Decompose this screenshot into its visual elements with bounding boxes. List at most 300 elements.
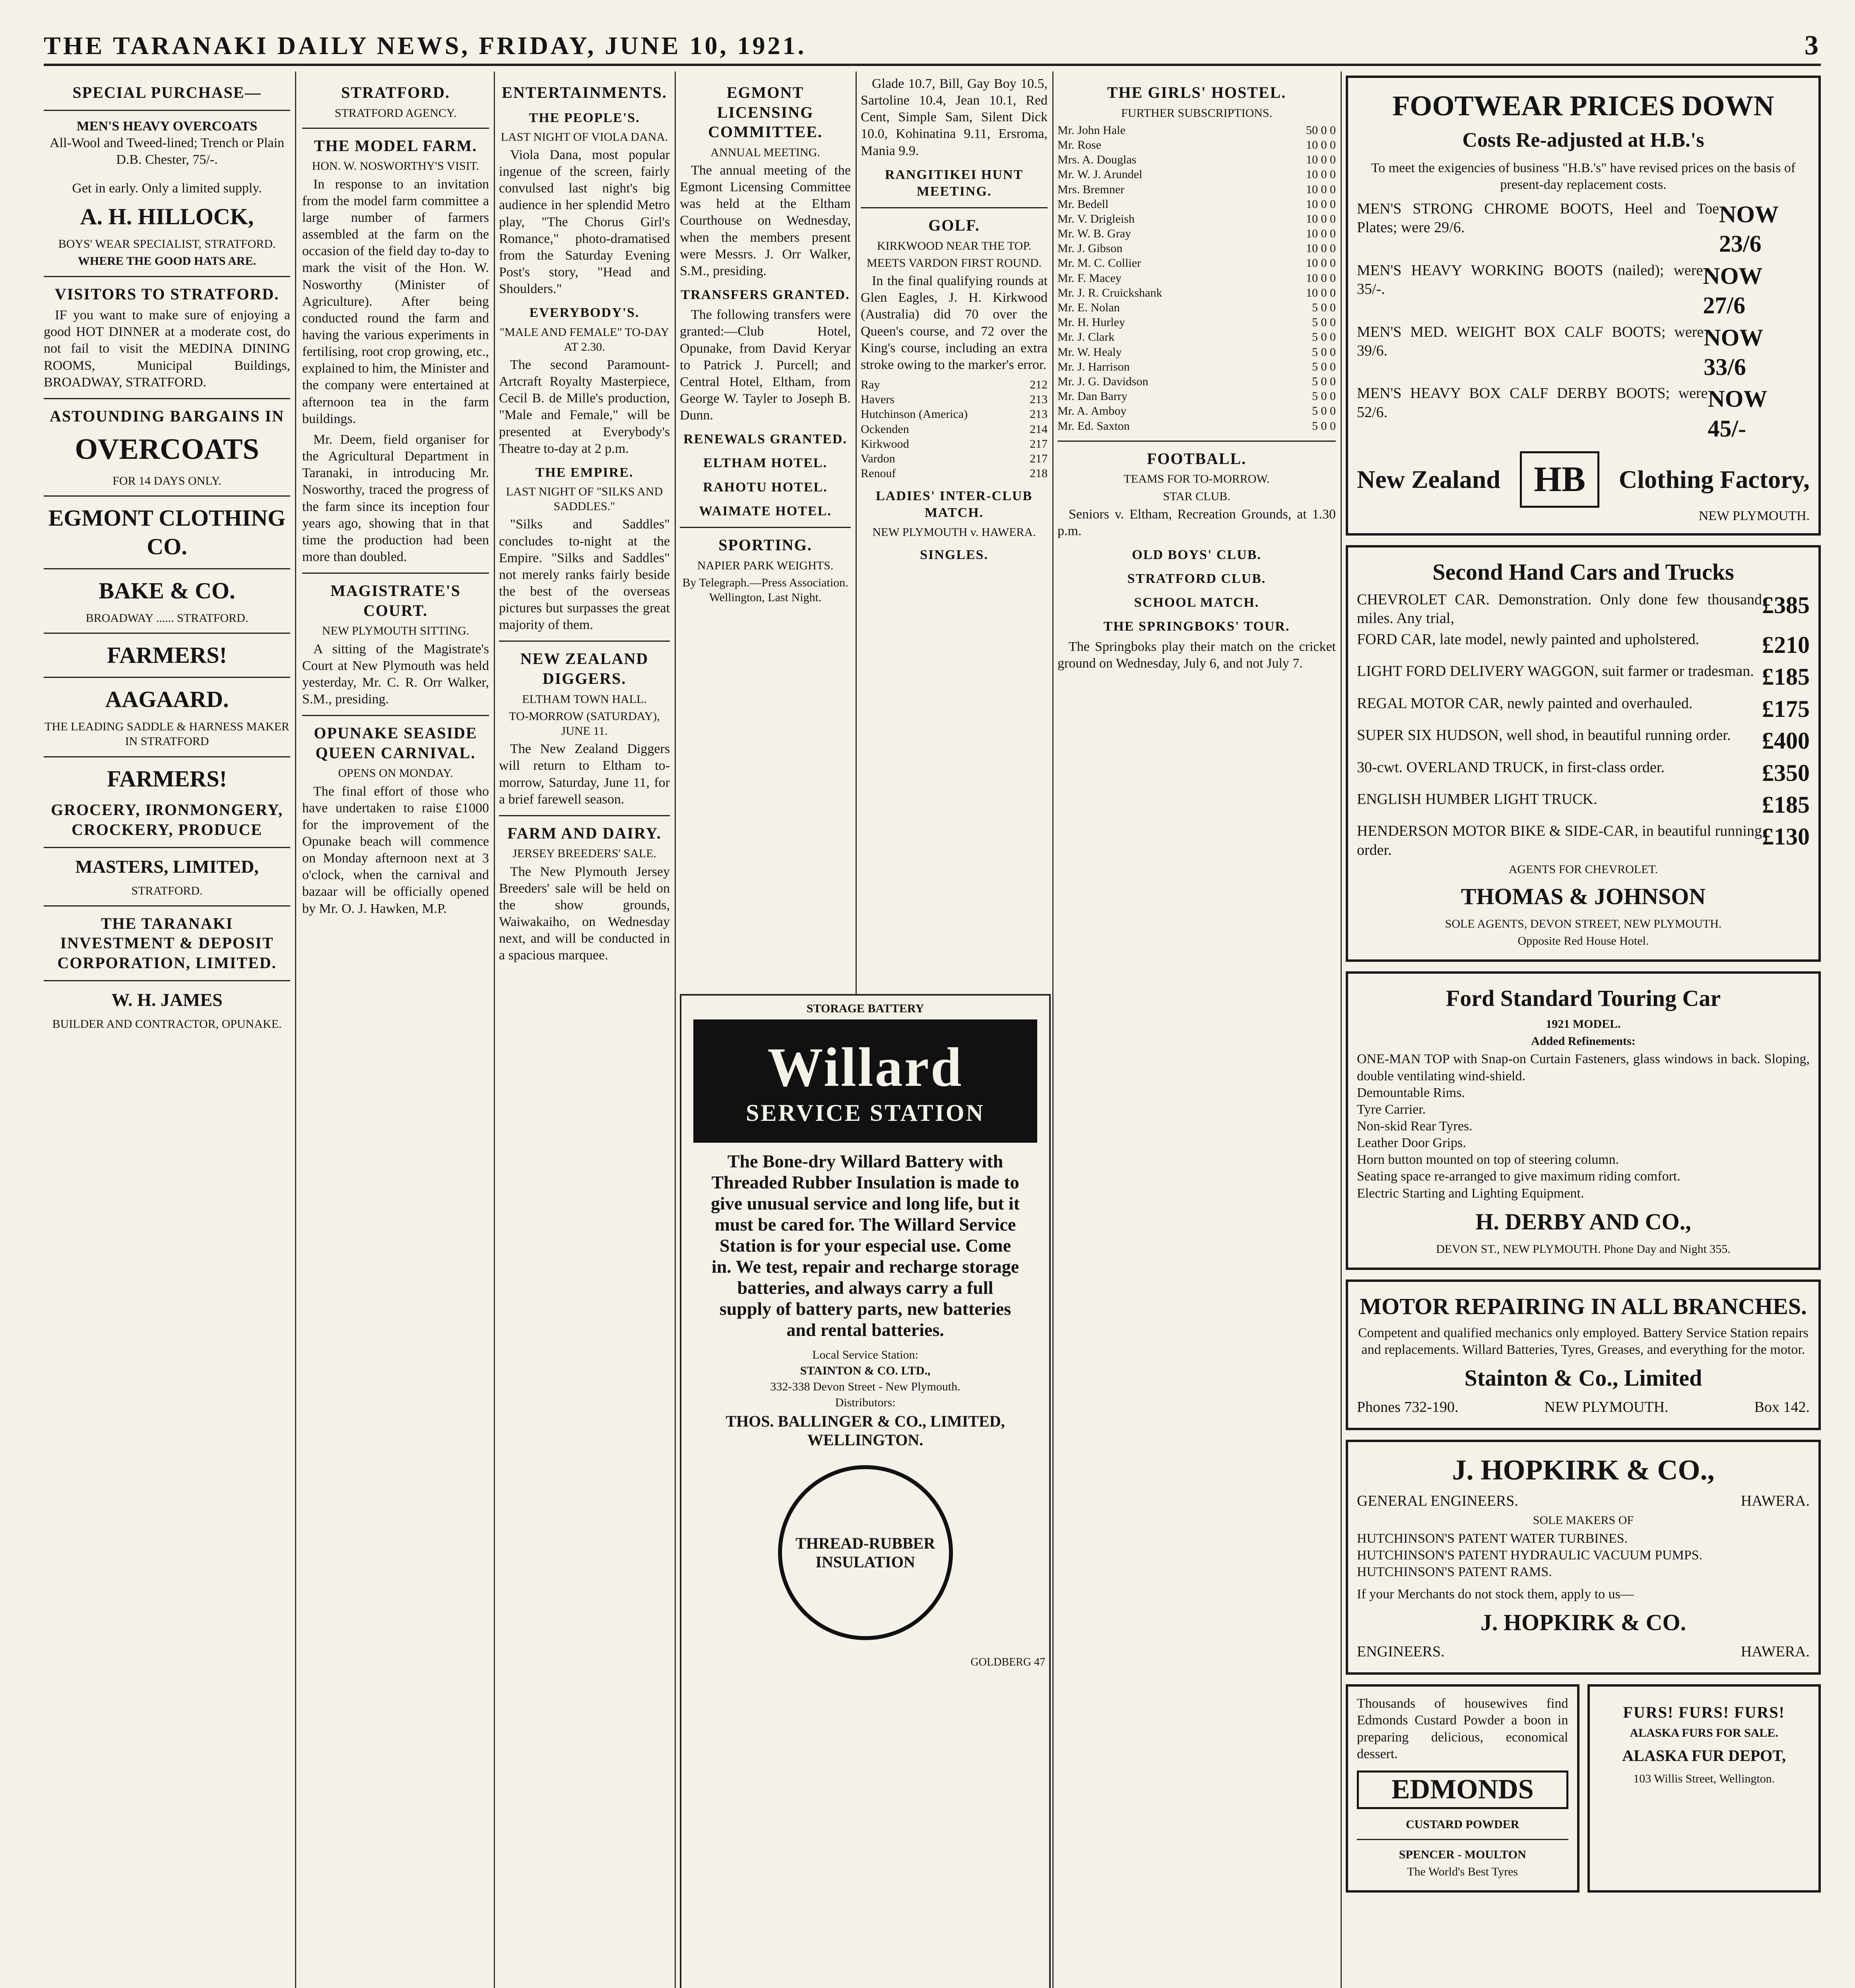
bottom-ads-row	[1346, 1684, 1821, 1902]
car-price-row	[1357, 590, 1810, 628]
subscription-row	[1058, 167, 1336, 182]
article-subheading: NEW PLYMOUTH v. HAWERA.	[872, 525, 1036, 539]
footwear-item-price: NOW 23/6	[1719, 201, 1779, 257]
subscriber-name: Mr. J. R. Cruickshank	[1058, 286, 1162, 299]
subscription-row	[1058, 138, 1336, 152]
subscription-amount: 10 0 0	[1306, 227, 1336, 241]
footwear-ad	[1346, 76, 1821, 536]
article-heading: THE EMPIRE.	[535, 465, 634, 480]
golf-score-row	[861, 451, 1048, 466]
article-subheading: LAST NIGHT OF "SILKS AND SADDLES."	[506, 485, 663, 513]
article-heading: THE PEOPLE'S.	[529, 110, 640, 125]
article-paragraph: Seniors v. Eltham, Recreation Grounds, at 1.30 p.m.	[1058, 507, 1336, 538]
article-paragraph: The final effort of those who have undertaken to raise £1000 for the improvement of the Opunake beach will commence on Monday afternoon next at 3 o'clock, when the carnival and bazaar will be officially opened by Mr. O. J. Hawken, M.P.	[302, 784, 489, 916]
ad-firm-name: AAGAARD.	[105, 686, 229, 712]
subscription-row	[1058, 330, 1336, 344]
car-item-label: CHEVROLET CAR. Demonstration. Only done few thousand miles. Any trial,	[1357, 591, 1762, 627]
article-paragraph: Mr. Deem, field organiser for the Agricultural Department in Taranaki, in introducing Mr. Nosworthy, traced the progress of the farm since its inception four years ago, showing that in that time the production had been more than doubled.	[302, 432, 489, 564]
divider	[44, 495, 290, 497]
car-item-price: £350	[1762, 759, 1810, 786]
footwear-price-list	[1357, 200, 1810, 443]
cars-firm: THOMAS & JOHNSON	[1461, 883, 1706, 909]
willard-station-label: SERVICE STATION	[746, 1100, 985, 1126]
golfer-score: 218	[1030, 467, 1048, 480]
golfer-name: Renouf	[861, 467, 896, 480]
subscriber-name: Mr. W. B. Gray	[1058, 227, 1131, 241]
car-price-row	[1357, 726, 1810, 755]
willard-brand: Willard	[767, 1037, 963, 1098]
hopkirk-product: HUTCHINSON'S PATENT RAMS.	[1357, 1564, 1552, 1579]
footwear-price-row	[1357, 323, 1810, 382]
golfer-name: Kirkwood	[861, 437, 909, 450]
subscription-row	[1058, 374, 1336, 389]
furs-place: 103 Willis Street, Wellington.	[1633, 1772, 1775, 1785]
ad-big-word: FARMERS!	[107, 642, 227, 668]
car-item-label: LIGHT FORD DELIVERY WAGGON, suit farmer or tradesman.	[1357, 663, 1754, 680]
section-subheading: ANNUAL MEETING.	[710, 146, 820, 159]
subscription-amount: 10 0 0	[1306, 242, 1336, 255]
divider	[44, 756, 290, 757]
ford-firm-sub: DEVON ST., NEW PLYMOUTH. Phone Day and Night 355.	[1436, 1242, 1731, 1256]
subscription-row	[1058, 419, 1336, 433]
article-subheading: STAR CLUB.	[1163, 489, 1230, 503]
subscription-amount: 10 0 0	[1306, 197, 1336, 211]
subscription-amount: 50 0 0	[1306, 123, 1336, 137]
article-subheading: NAPIER PARK WEIGHTS.	[697, 559, 834, 572]
section-heading: FARM AND DAIRY.	[507, 824, 662, 842]
hopkirk-town2: HAWERA.	[1741, 1643, 1810, 1660]
article-paragraph: In response to an invitation from the model farm committee a large number of farmers assembled at the farm on the occasion of the field day to-day to mark the visit of the Hon. W. Nosworthy (Minister of Agriculture). After being conducted round the farm and having the various experiments in fertilising, root crop growing, etc., explained to him, the Minister and the company were entertained at afternoon tea in the farm buildings.	[302, 177, 489, 426]
ad-heading: THE TARANAKI INVESTMENT & DEPOSIT CORPORATION, LIMITED.	[57, 914, 277, 972]
cars-firm-sub2: Opposite Red House Hotel.	[1517, 934, 1649, 947]
hopkirk-product: HUTCHINSON'S PATENT WATER TURBINES.	[1357, 1531, 1628, 1546]
subscription-amount: 10 0 0	[1306, 153, 1336, 167]
subscriber-name: Mr. H. Hurley	[1058, 316, 1125, 329]
ford-features	[1357, 1051, 1810, 1202]
car-price-row	[1357, 694, 1810, 724]
article-paragraph: The Springboks play their match on the cricket ground on Wednesday, July 6, and not July 7.	[1058, 639, 1336, 671]
divider	[302, 573, 489, 574]
article-heading: STRATFORD CLUB.	[1127, 571, 1266, 586]
article-heading: TRANSFERS GRANTED.	[681, 287, 850, 303]
car-item-label: REGAL MOTOR CAR, newly painted and overhauled.	[1357, 695, 1693, 712]
subscription-list	[1058, 123, 1336, 433]
article-heading: EVERYBODY'S.	[529, 305, 640, 320]
page-number: 3	[1805, 30, 1821, 61]
ad-big-word: FARMERS!	[107, 765, 227, 792]
ad-tagline: WHERE THE GOOD HATS ARE.	[78, 254, 256, 268]
divider	[499, 815, 670, 816]
golf-score-row	[861, 377, 1048, 392]
divider	[680, 527, 851, 528]
footwear-item-label: MEN'S HEAVY WORKING BOOTS (nailed); were 35/-.	[1357, 262, 1703, 297]
footwear-price-row	[1357, 384, 1810, 443]
subscription-amount: 5 0 0	[1312, 360, 1336, 373]
hopkirk-town: HAWERA.	[1741, 1493, 1810, 1510]
furs-ad	[1587, 1684, 1821, 1893]
ad-firm-sub: BROADWAY ...... STRATFORD.	[85, 612, 248, 625]
hb-clothing: Clothing Factory,	[1619, 465, 1810, 494]
article-subheading: "MALE AND FEMALE" TO-DAY AT 2.30.	[499, 325, 669, 353]
motor-firm: Stainton & Co., Limited	[1464, 1365, 1702, 1391]
ad-line: All-Wool and Tweed-lined; Trench or Plain D.B. Chester, 75/-.	[49, 135, 285, 167]
car-item-price: £130	[1762, 823, 1810, 850]
furs-title: FURS! FURS! FURS!	[1623, 1703, 1785, 1722]
subscription-row	[1058, 271, 1336, 285]
footwear-price-row	[1357, 261, 1810, 320]
ad-line: MEN'S HEAVY OVERCOATS	[76, 118, 258, 134]
cars-title: Second Hand Cars and Trucks	[1432, 559, 1734, 585]
article-paragraph: "Silks and Saddles" concludes to-night at the Empire. "Silks and Saddles" not merely ranks fairly beside the best of the overseas pictures but surpasses the great majority of them.	[499, 517, 670, 633]
car-item-label: FORD CAR, late model, newly painted and upholstered.	[1357, 631, 1700, 648]
edmonds-product: CUSTARD POWDER	[1406, 1817, 1519, 1831]
divider	[44, 568, 290, 569]
subscriber-name: Mr. A. Amboy	[1058, 404, 1127, 418]
golfer-score: 213	[1030, 408, 1048, 421]
ford-feature: Seating space re-arranged to give maximum riding comfort.	[1357, 1169, 1680, 1184]
ford-feature: Electric Starting and Lighting Equipment.	[1357, 1186, 1584, 1201]
column-stratford-news	[302, 76, 489, 1988]
hopkirk-title: J. HOPKIRK & CO.,	[1452, 1454, 1715, 1486]
subscription-amount: 5 0 0	[1312, 345, 1336, 359]
subscriber-name: Mr. Bedell	[1058, 197, 1109, 211]
subscription-amount: 5 0 0	[1312, 390, 1336, 403]
article-subheading: HON. W. NOSWORTHY'S VISIT.	[312, 159, 479, 173]
golf-score-row	[861, 422, 1048, 437]
column-entertainments	[499, 76, 670, 1988]
subscription-amount: 5 0 0	[1312, 316, 1336, 329]
ad-line: Get in early. Only a limited supply.	[72, 181, 262, 196]
golfer-score: 212	[1030, 378, 1048, 391]
section-subheading: STRATFORD AGENCY.	[334, 106, 457, 120]
subscription-amount: 10 0 0	[1306, 138, 1336, 151]
subscriber-name: Mr. V. Drigleish	[1058, 212, 1135, 225]
article-paragraph: In the final qualifying rounds at Glen Eagles, J. H. Kirkwood (Australia) did 70 over the Queen's course, and 72 over the King's course, including an extra stroke owing to the marker's error.	[861, 274, 1048, 372]
motor-phone: Phones 732-190.	[1357, 1398, 1459, 1415]
ford-firm: H. DERBY AND CO.,	[1475, 1208, 1691, 1235]
subscription-amount: 5 0 0	[1312, 375, 1336, 388]
hb-nz: New Zealand	[1357, 465, 1500, 494]
subscriber-name: Mrs. A. Douglas	[1058, 153, 1137, 167]
subscription-row	[1058, 345, 1336, 359]
motor-text: Competent and qualified mechanics only employed. Battery Service Station repairs and replacements. Willard Batteries, Tyres, Greases, and everything for the motor.	[1358, 1325, 1808, 1357]
motor-contact	[1357, 1398, 1810, 1417]
section-heading: STRATFORD.	[341, 83, 450, 101]
article-heading: MAGISTRATE'S COURT.	[330, 582, 461, 619]
ad-heading: VISITORS TO STRATFORD.	[54, 285, 279, 303]
subscription-row	[1058, 404, 1336, 418]
car-item-price: £175	[1762, 695, 1810, 722]
masthead	[44, 28, 1821, 66]
subscription-row	[1058, 182, 1336, 197]
subscriber-name: Mrs. Bremner	[1058, 182, 1125, 196]
willard-seal-text: THREAD-RUBBER INSULATION	[795, 1534, 935, 1571]
footwear-price-row	[1357, 200, 1810, 259]
subscriber-name: Mr. J. Gibson	[1058, 242, 1123, 255]
subscriber-name: Mr. Dan Barry	[1058, 390, 1127, 403]
subscriber-name: Mr. Ed. Saxton	[1058, 419, 1130, 433]
motor-box: Box 142.	[1754, 1398, 1810, 1415]
article-heading: RANGITIKEI HUNT MEETING.	[885, 167, 1024, 199]
golfer-name: Vardon	[861, 452, 895, 465]
car-price-row	[1357, 662, 1810, 691]
willard-battery-label: STORAGE BATTERY	[806, 1002, 924, 1015]
article-heading: THE SPRINGBOKS' TOUR.	[1103, 619, 1290, 634]
section-heading: ENTERTAINMENTS.	[502, 83, 667, 101]
article-heading: OPUNAKE SEASIDE QUEEN CARNIVAL.	[314, 724, 477, 762]
section-heading: GOLF.	[928, 216, 980, 235]
ad-firm-sub: BUILDER AND CONTRACTOR, OPUNAKE.	[52, 1017, 282, 1031]
article-subheading: JERSEY BREEDERS' SALE.	[512, 847, 656, 860]
willard-seal	[778, 1465, 953, 1640]
ad-big-word: OVERCOATS	[75, 433, 259, 466]
motor-ad	[1346, 1279, 1821, 1430]
subscription-row	[1058, 212, 1336, 226]
ad-firm-name: W. H. JAMES	[111, 989, 223, 1010]
column-rule	[1052, 72, 1054, 1988]
hopkirk-makers: SOLE MAKERS OF	[1533, 1514, 1634, 1527]
article-paragraph: Viola Dana, most popular ingenue of the screen, fairly convulsed last night's big audience in her splendid Metro play, "The Chorus Girl's Romance," photo-dramatised from the Saturday Evening Post's story, "Head and Shoulders."	[499, 147, 670, 297]
ford-feature: Leather Door Grips.	[1357, 1136, 1466, 1151]
hopkirk-sub: GENERAL ENGINEERS.	[1357, 1493, 1518, 1510]
edmonds-text: Thousands of housewives find Edmonds Custard Powder a boon in preparing delicious, economical dessert.	[1357, 1696, 1568, 1761]
article-heading: SINGLES.	[920, 547, 988, 562]
divider	[1357, 1839, 1568, 1840]
ford-feature: Non-skid Rear Tyres.	[1357, 1118, 1473, 1134]
article-subheading: TO-MORROW (SATURDAY), JUNE 11.	[509, 709, 660, 738]
divider	[302, 128, 489, 129]
subscriber-name: Mr. W. Healy	[1058, 345, 1122, 359]
hopkirk-ad	[1346, 1440, 1821, 1675]
motor-place: NEW PLYMOUTH.	[1544, 1398, 1669, 1415]
section-heading: THE GIRLS' HOSTEL.	[1107, 83, 1286, 101]
golfer-score: 214	[1030, 422, 1048, 436]
car-price-row	[1357, 822, 1810, 859]
divider	[44, 677, 290, 678]
column-rule	[295, 72, 296, 1988]
subscriber-name: Mr. Rose	[1058, 138, 1102, 151]
motor-title: MOTOR REPAIRING IN ALL BRANCHES.	[1360, 1293, 1807, 1319]
willard-advertisement	[680, 994, 1051, 1988]
article-heading: RAHOTU HOTEL.	[703, 480, 828, 495]
column-rule	[675, 72, 676, 1988]
article-heading: WAIMATE HOTEL.	[699, 503, 832, 518]
article-subheading: LAST NIGHT OF VIOLA DANA.	[501, 130, 668, 144]
cars-firm-sub: SOLE AGENTS, DEVON STREET, NEW PLYMOUTH.	[1445, 917, 1722, 930]
divider	[1058, 441, 1336, 442]
car-price-row	[1357, 790, 1810, 819]
hopkirk-products	[1357, 1530, 1810, 1580]
car-item-label: 30-cwt. OVERLAND TRUCK, in first-class order.	[1357, 759, 1665, 776]
subscription-amount: 10 0 0	[1306, 182, 1336, 196]
footwear-item-price: NOW 45/-	[1708, 386, 1768, 442]
divider	[44, 276, 290, 277]
spencer-brand: SPENCER - MOULTON	[1399, 1848, 1526, 1861]
willard-firm: STAINTON & CO. LTD.,	[800, 1364, 931, 1377]
column-display-ads	[1346, 76, 1821, 1988]
car-item-price: £185	[1762, 792, 1810, 818]
furs-sub: ALASKA FURS FOR SALE.	[1630, 1726, 1778, 1740]
article-heading: THE MODEL FARM.	[314, 136, 477, 155]
divider	[44, 847, 290, 848]
article-subheading: OPENS ON MONDAY.	[338, 767, 453, 780]
subscription-amount: 5 0 0	[1312, 301, 1336, 315]
column-rule	[494, 72, 495, 1988]
subscription-amount: 5 0 0	[1312, 330, 1336, 344]
hopkirk-note: If your Merchants do not stock them, apply to us—	[1357, 1587, 1634, 1602]
furs-firm: ALASKA FUR DEPOT,	[1622, 1747, 1786, 1765]
article-paragraph: The annual meeting of the Egmont Licensing Committee was held at the Eltham Courthouse on Wednesday, when the members present were Messrs. J. Orr Walker, S.M., presiding.	[680, 163, 851, 278]
willard-address: 332-338 Devon Street - New Plymouth.	[770, 1380, 960, 1393]
ford-added: Added Refinements:	[1531, 1035, 1636, 1048]
footwear-intro: To meet the exigencies of business "H.B.'s" have revised prices on the basis of present-day replacement costs.	[1371, 160, 1796, 192]
car-price-row	[1357, 630, 1810, 660]
edmonds-ad	[1346, 1684, 1579, 1893]
footwear-item-price: NOW 33/6	[1704, 324, 1764, 380]
ad-firm-sub: THE LEADING SADDLE & HARNESS MAKER IN STRATFORD	[45, 720, 289, 748]
edmonds-brand: EDMONDS	[1357, 1771, 1568, 1809]
subscription-row	[1058, 256, 1336, 270]
golfer-score: 213	[1030, 393, 1048, 406]
article-subheading: MEETS VARDON FIRST ROUND.	[866, 256, 1042, 270]
ad-heading: ASTOUNDING BARGAINS IN	[49, 407, 285, 425]
artist-credit: GOLDBERG 47	[970, 1656, 1045, 1668]
car-item-label: SUPER SIX HUDSON, well shod, in beautiful running order.	[1357, 727, 1731, 744]
subscription-amount: 10 0 0	[1306, 271, 1336, 285]
ad-heading: GROCERY, IRONMONGERY, CROCKERY, PRODUCE	[50, 801, 283, 839]
subscriber-name: Mr. J. Harrison	[1058, 360, 1130, 373]
section-subheading: FURTHER SUBSCRIPTIONS.	[1121, 106, 1272, 120]
subscriber-name: Mr. W. J. Arundel	[1058, 168, 1143, 181]
divider	[44, 398, 290, 399]
footwear-item-label: MEN'S MED. WEIGHT BOX CALF BOOTS; were 39/6.	[1357, 323, 1704, 359]
willard-body-text: The Bone-dry Willard Battery with Threaded Rubber Insulation is made to give unusual service and long life, but it must be cared for. The Willard Service Station is for your especial use. Come in. We test, repair and recharge storage batteries, and always carry a full supply of battery parts, new batteries and rental batteries.	[711, 1151, 1020, 1340]
ford-model: 1921 MODEL.	[1546, 1017, 1621, 1031]
golf-score-list	[861, 377, 1048, 481]
ad-firm-sub: STRATFORD.	[131, 884, 203, 897]
golf-score-row	[861, 466, 1048, 481]
article-heading: SCHOOL MATCH.	[1134, 595, 1259, 610]
article-paragraph: The following transfers were granted:—Club Hotel, Opunake, from David Keryar to Patrick J. Purcell; and Central Hotel, Eltham, from George W. Tayler to Joseph B. Dunn.	[680, 307, 851, 423]
article-paragraph: The New Plymouth Jersey Breeders' sale will be held on the show grounds, Waiwakaiho, on Wednesday next, and will be conducted in a spacious marquee.	[499, 864, 670, 963]
column-advertisements-left	[44, 76, 290, 1988]
ad-firm-name: BAKE & CO.	[99, 578, 235, 604]
car-item-price: £385	[1762, 592, 1810, 618]
hb-logo-row	[1357, 451, 1810, 508]
golf-score-row	[861, 407, 1048, 421]
car-price-row	[1357, 758, 1810, 788]
hopkirk-product: HUTCHINSON'S PATENT HYDRAULIC VACUUM PUMPS.	[1357, 1547, 1703, 1563]
divider	[44, 633, 290, 634]
footwear-item-label: MEN'S STRONG CHROME BOOTS, Heel and Toe Plates; were 29/6.	[1357, 200, 1719, 236]
footwear-item-label: MEN'S HEAVY BOX CALF DERBY BOOTS; were 52/6.	[1357, 385, 1708, 421]
golfer-name: Ray	[861, 378, 880, 391]
willard-distributor: THOS. BALLINGER & CO., LIMITED, WELLINGTON.	[726, 1412, 1005, 1449]
golf-score-row	[861, 437, 1048, 451]
masthead-title: THE TARANAKI DAILY NEWS, FRIDAY, JUNE 10, 1921.	[44, 31, 807, 60]
subscription-amount: 10 0 0	[1306, 212, 1336, 225]
golf-score-row	[861, 392, 1048, 407]
article-heading: NEW ZEALAND DIGGERS.	[520, 650, 649, 688]
car-item-price: £185	[1762, 664, 1810, 690]
section-heading: SPORTING.	[718, 536, 812, 554]
dateline: By Telegraph.—Press Association. Wellington, Last Night.	[682, 576, 848, 604]
golfer-name: Hutchinson (America)	[861, 408, 968, 421]
ad-firm-name: MASTERS, LIMITED,	[75, 856, 259, 877]
car-item-price: £400	[1762, 728, 1810, 754]
ford-feature: Horn button mounted on top of steering column.	[1357, 1152, 1619, 1167]
car-item-label: HENDERSON MOTOR BIKE & SIDE-CAR, in beautiful running order.	[1357, 823, 1762, 858]
subscription-row	[1058, 359, 1336, 374]
divider	[861, 207, 1048, 208]
ford-feature: Tyre Carrier.	[1357, 1102, 1426, 1117]
footwear-item-price: NOW 27/6	[1703, 262, 1763, 319]
section-heading: EGMONT LICENSING COMMITTEE.	[708, 83, 823, 141]
subscription-row	[1058, 389, 1336, 404]
ad-firm-name: A. H. HILLOCK,	[80, 204, 254, 230]
section-heading: FOOTBALL.	[1147, 449, 1247, 468]
willard-logo	[693, 1019, 1037, 1143]
ad-firm-name: EGMONT CLOTHING CO.	[48, 505, 286, 560]
cars-price-list	[1357, 590, 1810, 860]
article-subheading: TEAMS FOR TO-MORROW.	[1123, 472, 1270, 486]
subscription-amount: 5 0 0	[1312, 419, 1336, 433]
subscription-row	[1058, 285, 1336, 300]
subscriber-name: Mr. M. C. Collier	[1058, 256, 1141, 270]
article-heading: RENEWALS GRANTED.	[683, 432, 847, 447]
subscriber-name: Mr. J. G. Davidson	[1058, 375, 1149, 388]
car-item-price: £210	[1762, 632, 1810, 658]
article-heading: OLD BOYS' CLUB.	[1132, 547, 1261, 562]
golfer-score: 217	[1030, 452, 1048, 465]
footwear-sub: Costs Re-adjusted at H.B.'s	[1462, 129, 1704, 152]
subscriber-name: Mr. F. Macey	[1058, 271, 1122, 285]
article-paragraph: The second Paramount-Artcraft Royalty Masterpiece, Cecil B. de Mille's production, "Male and Female," will be presented at Everybody's Theatre to-day at 2 p.m.	[499, 357, 670, 456]
subscription-row	[1058, 123, 1336, 138]
ford-title: Ford Standard Touring Car	[1446, 985, 1721, 1011]
subscription-amount: 5 0 0	[1312, 404, 1336, 418]
footwear-title: FOOTWEAR PRICES DOWN	[1392, 90, 1774, 122]
car-item-label: ENGLISH HUMBER LIGHT TRUCK.	[1357, 791, 1597, 808]
divider	[499, 641, 670, 642]
spencer-tag: The World's Best Tyres	[1407, 1865, 1518, 1879]
subscription-row	[1058, 152, 1336, 167]
ad-line: FOR 14 DAYS ONLY.	[113, 474, 221, 488]
ford-feature: ONE-MAN TOP with Snap-on Curtain Fasteners, glass windows in back. Sloping, double ventilating wind-shield.	[1357, 1052, 1810, 1083]
article-subheading: NEW PLYMOUTH SITTING.	[322, 624, 470, 638]
ad-text: IF you want to make sure of enjoying a good HOT DINNER at a moderate cost, do not fail to visit the MEDINA DINING ROOMS, Municipal Buildings, BROADWAY, STRATFORD.	[44, 308, 290, 390]
article-paragraph: Glade 10.7, Bill, Gay Boy 10.5, Sartoline 10.4, Jean 10.1, Red Cent, Simple Sam, Silent Dick 10.0, Kohinatina 9.11, Ersroma, Mania 9.9.	[861, 76, 1048, 158]
article-subheading: KIRKWOOD NEAR THE TOP.	[877, 239, 1032, 252]
subscription-row	[1058, 241, 1336, 256]
divider	[44, 905, 290, 907]
golfer-score: 217	[1030, 437, 1048, 450]
subscription-amount: 10 0 0	[1306, 286, 1336, 299]
article-paragraph: A sitting of the Magistrate's Court at New Plymouth was held yesterday, Mr. C. R. Orr Walker, S.M., presiding.	[302, 641, 489, 707]
subscription-row	[1058, 226, 1336, 241]
divider	[44, 110, 290, 111]
column-hostel-football	[1058, 76, 1336, 1988]
ford-ad	[1346, 971, 1821, 1270]
hopkirk-engineers: ENGINEERS.	[1357, 1643, 1445, 1660]
article-heading: LADIES' INTER-CLUB MATCH.	[875, 489, 1033, 520]
cars-agents: AGENTS FOR CHEVROLET.	[1508, 862, 1658, 876]
willard-local-label: Local Service Station:	[812, 1348, 918, 1361]
article-heading: ELTHAM HOTEL.	[703, 456, 827, 471]
golfer-name: Ockenden	[861, 422, 909, 436]
hopkirk-firm: J. HOPKIRK & CO.	[1480, 1609, 1686, 1636]
subscriber-name: Mr. John Hale	[1058, 123, 1125, 137]
